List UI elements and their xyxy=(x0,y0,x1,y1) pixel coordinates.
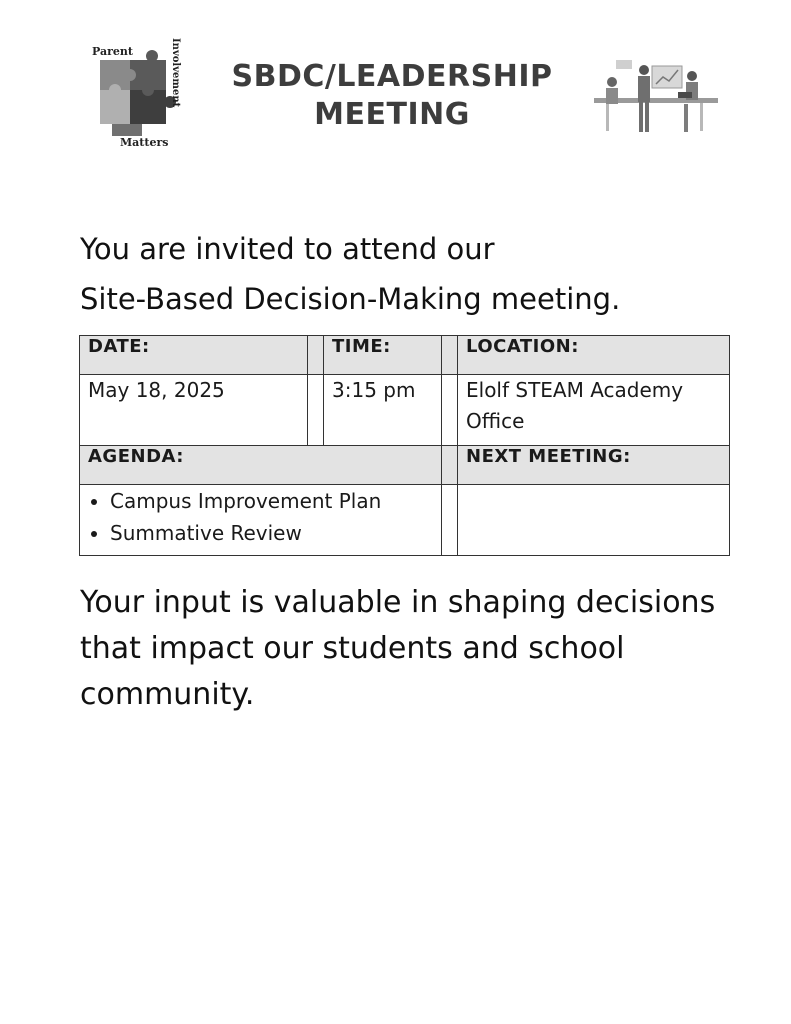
table-spacer xyxy=(442,446,458,485)
agenda-header-row xyxy=(80,446,730,485)
date-label: DATE: xyxy=(80,336,308,375)
table-spacer xyxy=(308,336,324,375)
location-label: LOCATION: xyxy=(458,336,730,375)
invitation-text xyxy=(80,224,760,324)
title-line-2: MEETING xyxy=(314,97,470,132)
title-line-1: SBDC/LEADERSHIP xyxy=(231,59,553,94)
table-spacer xyxy=(442,485,458,556)
table-spacer xyxy=(442,375,458,446)
table-spacer xyxy=(442,336,458,375)
logo-text-parent: Parent xyxy=(92,45,133,58)
location-value: Elolf STEAM Academy Office xyxy=(458,375,730,446)
agenda-label: AGENDA: xyxy=(80,446,442,485)
page-title xyxy=(220,58,564,134)
table-value-row xyxy=(80,375,730,446)
meeting-details-table xyxy=(79,335,730,556)
meeting-people-icon xyxy=(590,52,722,142)
closing-text: Your input is valuable in shaping decisions that impact our students and school community. xyxy=(80,585,716,712)
logo-text-involvement: Involvement xyxy=(170,38,181,108)
agenda-item: • Campus Improvement Plan xyxy=(110,485,433,517)
next-meeting-label: NEXT MEETING: xyxy=(458,446,730,485)
next-meeting-value xyxy=(458,485,730,556)
invitation-line-2: Site-Based Decision-Making meeting. xyxy=(80,282,621,316)
agenda-list xyxy=(88,485,433,549)
agenda-list-cell xyxy=(80,485,442,556)
time-label: TIME: xyxy=(324,336,442,375)
logo-text-matters: Matters xyxy=(120,136,169,149)
agenda-value-row xyxy=(80,485,730,556)
parent-involvement-logo xyxy=(92,38,192,150)
agenda-item: • Summative Review xyxy=(110,517,433,549)
invitation-line-1: You are invited to attend our xyxy=(80,232,495,266)
time-value: 3:15 pm xyxy=(324,375,442,446)
meeting-clipart xyxy=(590,52,722,142)
table-spacer xyxy=(308,375,324,446)
date-value: May 18, 2025 xyxy=(80,375,308,446)
table-header-row xyxy=(80,336,730,375)
